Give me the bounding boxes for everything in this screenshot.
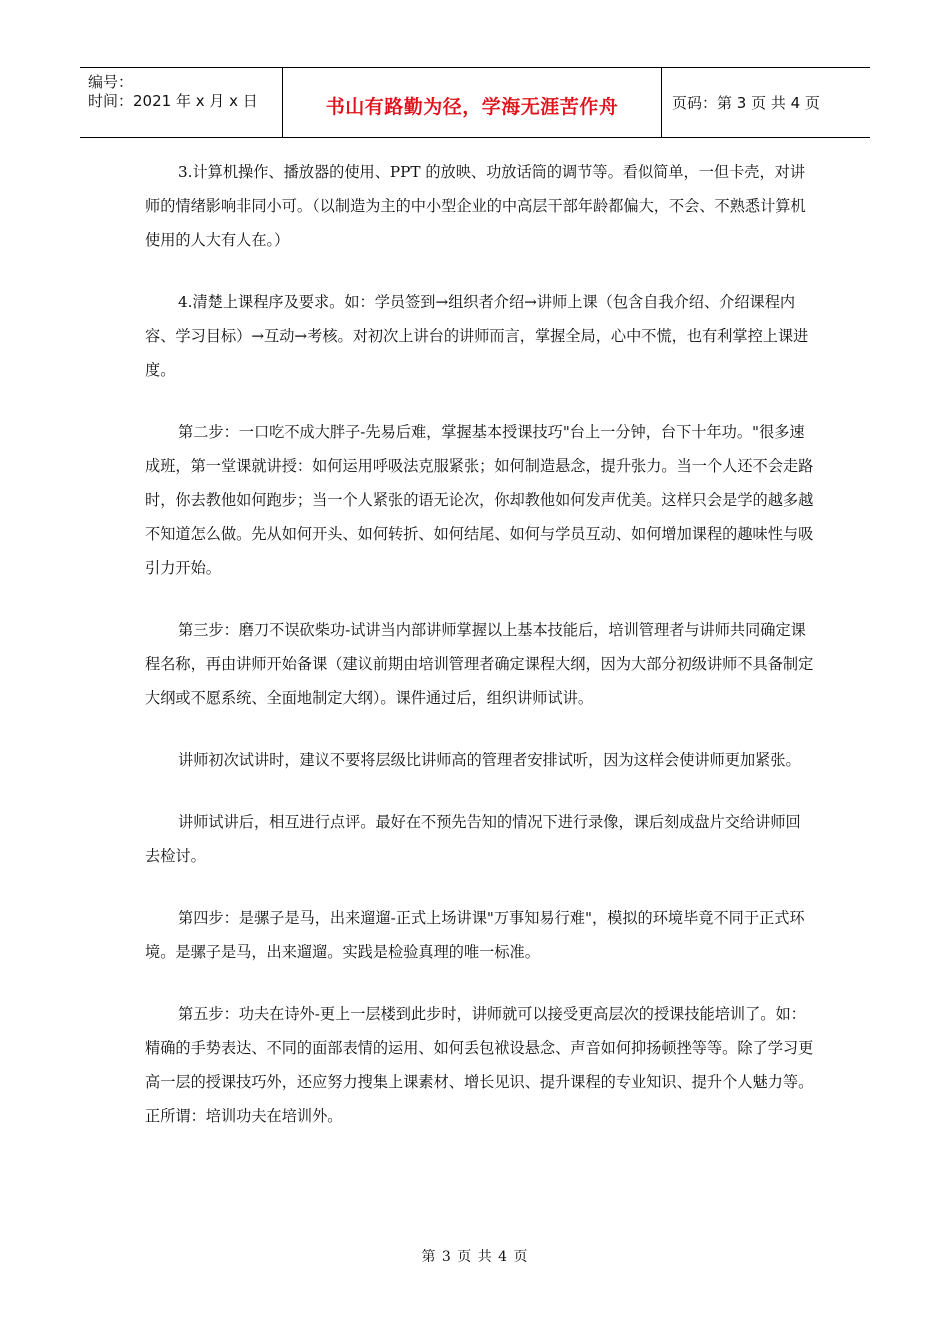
paragraph-3: 第二步：一口吃不成大胖子-先易后难，掌握基本授课技巧"台上一分钟，台下十年功。"很多速成班，第一堂课就讲授：如何运用呼吸法克服紧张；如何制造悬念，提升张力。当一个人还不会走路时，你去教他如何跑步；当一个人紧张的语无论次，你却教他如何发声优美。这样只会是学的越多越不知道怎么做。先从如何开头、如何转折、如何结尾、如何与学员互动、如何增加课程的趣味性与吸引力开始。	[145, 423, 814, 577]
paragraph-5: 讲师初次试讲时，建议不要将层级比讲师高的管理者安排试听，因为这样会使讲师更加紧张。	[178, 751, 801, 769]
paragraph-4: 第三步：磨刀不误砍柴功-试讲当内部讲师掌握以上基本技能后，培训管理者与讲师共同确定课程名称，再由讲师开始备课（建议前期由培训管理者确定课程大纲，因为大部分初级讲师不具备制定大纲或不愿系统、全面地制定大纲）。课件通过后，组织讲师试讲。	[145, 621, 814, 707]
document-number-label: 编号：	[88, 73, 134, 91]
header-page-info: 页码：第 3 页 共 4 页	[672, 94, 820, 112]
page-header	[80, 67, 870, 138]
page-footer: 第 3 页 共 4 页	[421, 1249, 529, 1265]
paragraph-8: 第五步：功夫在诗外-更上一层楼到此步时，讲师就可以接受更高层次的授课技能培训了。如：精确的手势表达、不同的面部表情的运用、如何丢包袱设悬念、声音如何抑扬顿挫等等。除了学习更高一层的授课技巧外，还应努力搜集上课素材、增长见识、提升课程的专业知识、提升个人魅力等。正所谓：培训功夫在培训外。	[145, 1005, 814, 1125]
paragraph-7: 第四步：是骡子是马，出来遛遛-正式上场讲课"万事知易行难"，模拟的环境毕竟不同于正式环境。是骡子是马，出来遛遛。实践是检验真理的唯一标准。	[145, 909, 805, 961]
document-body	[145, 155, 815, 1161]
motto-text: 书山有路勤为径，学海无涯苦作舟	[325, 96, 619, 118]
header-motto-cell	[283, 68, 662, 137]
header-meta-cell	[80, 68, 283, 137]
document-date: 时间：2021 年 x 月 x 日	[88, 92, 258, 110]
paragraph-2: 4.清楚上课程序及要求。如：学员签到→组织者介绍→讲师上课（包含自我介绍、介绍课程内容、学习目标）→互动→考核。对初次上讲台的讲师而言，掌握全局，心中不慌，也有利掌控上课进度。	[145, 293, 809, 379]
header-page-cell	[662, 68, 870, 137]
paragraph-1: 3.计算机操作、播放器的使用、PPT 的放映、功放话筒的调节等。看似简单，一但卡壳，对讲师的情绪影响非同小可。（以制造为主的中小型企业的中高层干部年龄都偏大，不会、不熟悉计算机使用的人大有人在。）	[145, 163, 806, 249]
paragraph-6: 讲师试讲后，相互进行点评。最好在不预先告知的情况下进行录像，课后刻成盘片交给讲师回去检讨。	[145, 813, 801, 865]
